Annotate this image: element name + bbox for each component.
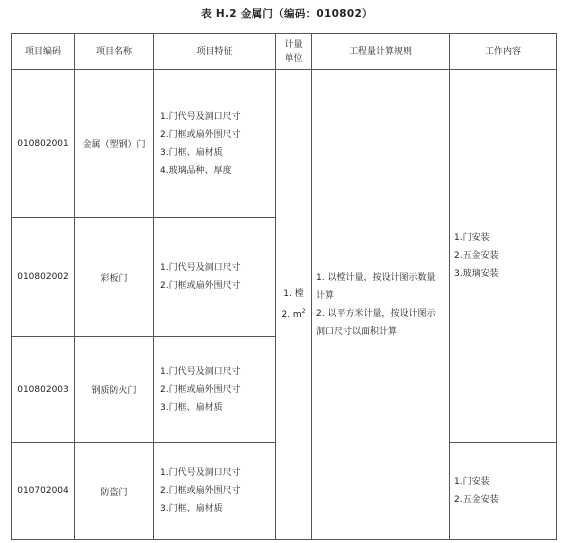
rule-cell (312, 70, 450, 540)
feature-line: 2.门框或扇外围尺寸 (160, 384, 241, 395)
header-unit-line1: 计量 (284, 39, 303, 50)
feature-line: 4.玻璃品种、厚度 (160, 165, 232, 176)
work-cell-b (450, 443, 557, 540)
table-title: 表 H.2 金属门（编码：010802） (201, 8, 373, 20)
rule-line-1: 1. 以樘计量，按设计图示数量计算 (316, 272, 436, 301)
work-cell-a (450, 70, 557, 443)
feature-line: 2.门框或扇外围尺寸 (160, 129, 241, 140)
rule-line-2: 2. 以平方米计量，按设计图示洞口尺寸以面积计算 (316, 308, 436, 337)
unit-m-text: 2. m (281, 310, 302, 320)
header-rule: 工程量计算规则 (312, 34, 450, 70)
work-line: 3.玻璃安装 (454, 269, 499, 279)
item-code: 010702004 (12, 443, 75, 540)
unit-superscript: 2 (301, 308, 306, 315)
header-code: 项目编码 (12, 34, 75, 70)
feature-line: 2.门框或扇外围尺寸 (160, 486, 241, 496)
unit-line-2 (276, 303, 311, 324)
feature-line: 1.门代号及洞口尺寸 (160, 111, 241, 122)
item-name: 钢质防火门 (75, 337, 154, 443)
item-name: 防盗门 (75, 443, 154, 540)
item-name: 金属（塑钢）门 (75, 70, 154, 218)
unit-line-1: 1. 樘 (283, 289, 304, 299)
work-line: 1.门安装 (454, 477, 490, 487)
work-line: 2.五金安装 (454, 251, 499, 261)
feature-line: 1.门代号及洞口尺寸 (160, 366, 241, 377)
header-work: 工作内容 (450, 34, 557, 70)
header-unit-line2: 单位 (284, 53, 303, 64)
feature-line: 3.门框、扇材质 (160, 147, 223, 158)
feature-line: 2.门框或扇外围尺寸 (160, 281, 241, 291)
metal-door-table (11, 33, 557, 540)
item-name: 彩板门 (75, 218, 154, 337)
item-code: 010802003 (12, 337, 75, 443)
item-features (154, 70, 276, 218)
header-features: 项目特征 (154, 34, 276, 70)
item-features (154, 218, 276, 337)
item-features (154, 443, 276, 540)
header-unit (276, 34, 312, 70)
item-code: 010802002 (12, 218, 75, 337)
feature-line: 3.门框、扇材质 (160, 402, 223, 413)
item-code: 010802001 (12, 70, 75, 218)
feature-line: 1.门代号及洞口尺寸 (160, 468, 241, 478)
unit-cell (276, 70, 312, 540)
feature-line: 1.门代号及洞口尺寸 (160, 263, 241, 273)
header-name: 项目名称 (75, 34, 154, 70)
item-features (154, 337, 276, 443)
work-line: 1.门安装 (454, 233, 490, 243)
work-line: 2.五金安装 (454, 495, 499, 505)
header-row (12, 34, 557, 70)
table-row (12, 70, 557, 218)
feature-line: 3.门框、扇材质 (160, 504, 223, 514)
